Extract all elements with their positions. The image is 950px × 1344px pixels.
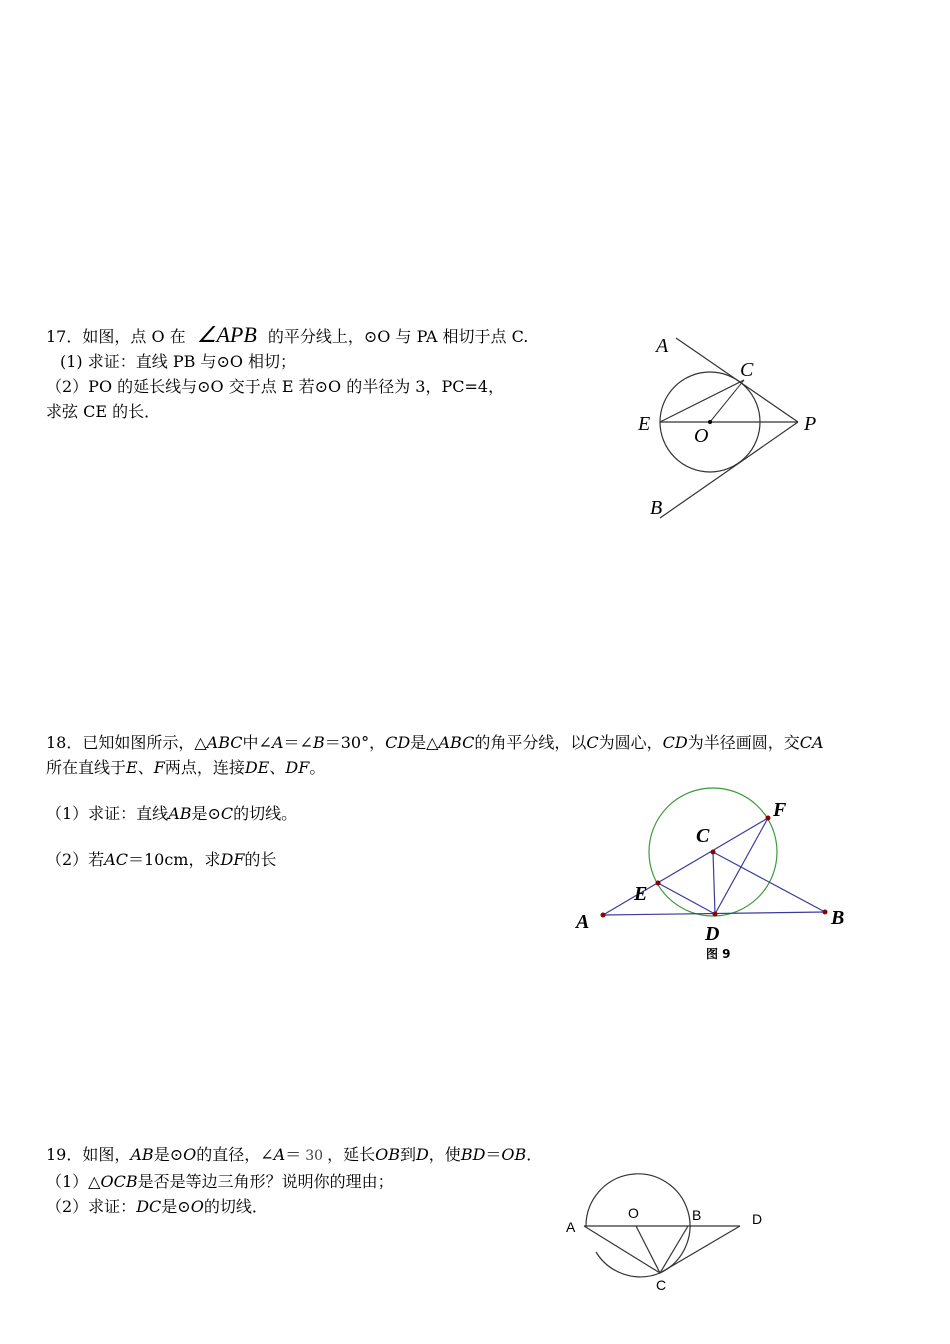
p19-label-o: O (628, 1205, 639, 1221)
p19-line2: （1）△OCB是否是等边三角形？说明你的理由； (46, 1172, 394, 1191)
p17-line1: 17．如图，点 O 在 ∠APB 的平分线上，⊙O 与 PA 相切于点 C. (46, 322, 529, 347)
p19-line1: 19．如图，AB是⊙O的直径，∠A＝ 30 ，延长OB到D，使BD＝OB． (46, 1145, 543, 1164)
p19-line3: （2）求证：DC是⊙O的切线． (46, 1197, 268, 1216)
p18-caption: 图 9 (706, 947, 731, 961)
p19-circle-upper-arc (586, 1174, 690, 1273)
p17-label-p: P (804, 413, 817, 435)
p19-label-d: D (752, 1211, 763, 1227)
p17-label-b: B (650, 497, 663, 519)
p18-label-f: F (773, 799, 787, 821)
p19-circle-lower-arc (596, 1252, 660, 1277)
p18-line1: 18．已知如图所示，△ABC中∠A＝∠B＝30°，CD是△ABC的角平分线，以C为圆心，CD为半径画圆，交CA (46, 733, 824, 752)
p17-line4: 求弦 CE 的长． (46, 402, 161, 421)
p19-label-a: A (566, 1219, 576, 1235)
p18-label-c: C (696, 825, 710, 847)
p18-label-d: D (705, 923, 720, 945)
p17-line3: （2）PO 的延长线与⊙O 交于点 E 若⊙O 的半径为 3，PC=4， (46, 377, 505, 396)
p19-line-dc (660, 1226, 740, 1273)
p17-line2: (1) 求证：直线 PB 与⊙O 相切； (60, 352, 297, 371)
p18-label-e: E (634, 883, 648, 905)
p19-label-c: C (656, 1277, 667, 1293)
p17-label-c: C (740, 359, 754, 381)
p18-line2: 所在直线于E、F两点，连接DE、DF。 (46, 758, 326, 777)
p18-label-a: A (576, 911, 590, 933)
angle-apb: ∠APB (196, 322, 257, 347)
p18-line3: （1）求证：直线AB是⊙C的切线。 (46, 804, 298, 823)
p17-label-a: A (656, 335, 669, 357)
p19-label-b: B (692, 1207, 702, 1223)
p18-label-b: B (831, 907, 845, 929)
p18-line4: （2）若AC＝10cm，求DF的长 (46, 850, 277, 869)
p17-label-e: E (638, 413, 651, 435)
p17-label-o: O (694, 425, 709, 447)
